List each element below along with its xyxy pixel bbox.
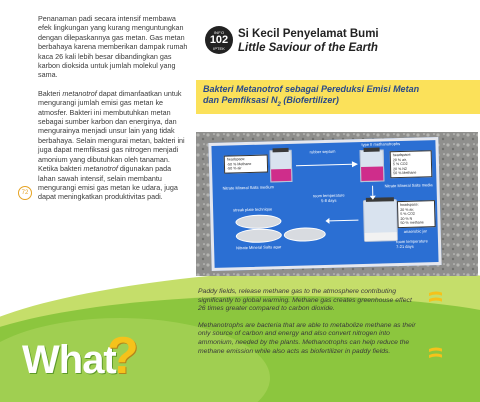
label-streak-plate: streak plate technique [233, 206, 273, 213]
label-headspace-bottom: headspace: 20 % air, 5 % CO2 20 % N 50 % methane [397, 200, 436, 228]
left-column-text [38, 14, 190, 211]
label-rubber-septum: rubber septum [309, 148, 336, 155]
left-paragraph-1: Penanaman padi secara intensif membawa efek lingkungan yang kurang menguntungkan dengan dilepaskannya gas metan. Gas metan berbahaya karena memberikan dampak rumah kaca 26 kali lebih besar dibandingkan gas karbon dioksida untuk jumlah molekul yang sama. [38, 14, 188, 80]
series-subtitle: Little Saviour of the Earth [238, 42, 378, 54]
label-room-temp-top: room temperature 5-8 days [312, 192, 345, 204]
what-heading: What [22, 338, 116, 382]
english-paragraph-2: Methanotrophs are bacteria that are able to metabolize methane as their only source of carbon and energy and also convert nitrogen into ammonium, needed by the plants. Methanotrophs can help reduce the methane emission while also acts as biofertilizer in paddy fields. [198, 321, 416, 355]
article-title: Bakteri Metanotrof sebagai Pereduksi Emisi Metan dan Pemfiksasi $N_2$ (Biofertilizer) [203, 84, 420, 108]
label-nitrate-right: Nitrate Mineral Salts media [384, 182, 433, 189]
label-anaerobic-jar: anaerobic jar [403, 228, 427, 234]
info-iptek-badge-icon: INFO 102 IPTEK [205, 26, 233, 54]
series-title: Si Kecil Penyelamat Bumi [238, 28, 379, 40]
english-paragraph-1: Paddy fields, release methane gas to the atmosphere contributing significantly to global warming. Methane gas creates greenhouse effect 26 times greater compared to carbon dioxide. [198, 288, 412, 313]
quote-mark-icon [428, 290, 442, 302]
methanotroph-diagram [208, 137, 441, 271]
label-nitrate-left: Nitrate Mineral Salts medium [222, 184, 274, 191]
label-type-ii: type II methanotrophs [361, 141, 401, 148]
label-nitrate-agar: Nitrate Mineral Salts agar [236, 244, 282, 251]
page-number: 72 [18, 186, 32, 200]
english-caption [198, 288, 416, 364]
left-paragraph-2: Bakteri metanotrof dapat dimanfaatkan untuk mengurangi jumlah emisi gas metan ke atmosfer. Bakteri ini membutuhkan metan sebagai sumber karbon dan energinya, dan mengurainya menjadi unsur lain yang tidak berbahaya. Selain mengurai metan, bakteri ini juga dapat memfiksasi gas nitrogen menjadi amonium yang dibutuhkan oleh tanaman. Ketika bakteri metanotrof digunakan pada lahan sawah intensif, selain membantu mengurangi emisi gas metan ke udara, juga dapat meningkatkan produktivitas padi. [38, 88, 185, 202]
label-room-temp-bottom: room temperature 7-21 days [395, 238, 428, 250]
label-headspace-right: headspace: 20 % air, 5 % CO2 20 % N2 50 % Methane [390, 150, 433, 178]
quote-mark-icon-2 [428, 346, 442, 358]
question-mark-glyph: ? [107, 327, 139, 385]
label-headspace-left: headspace: -50 % Methane -50 % air [224, 154, 268, 173]
